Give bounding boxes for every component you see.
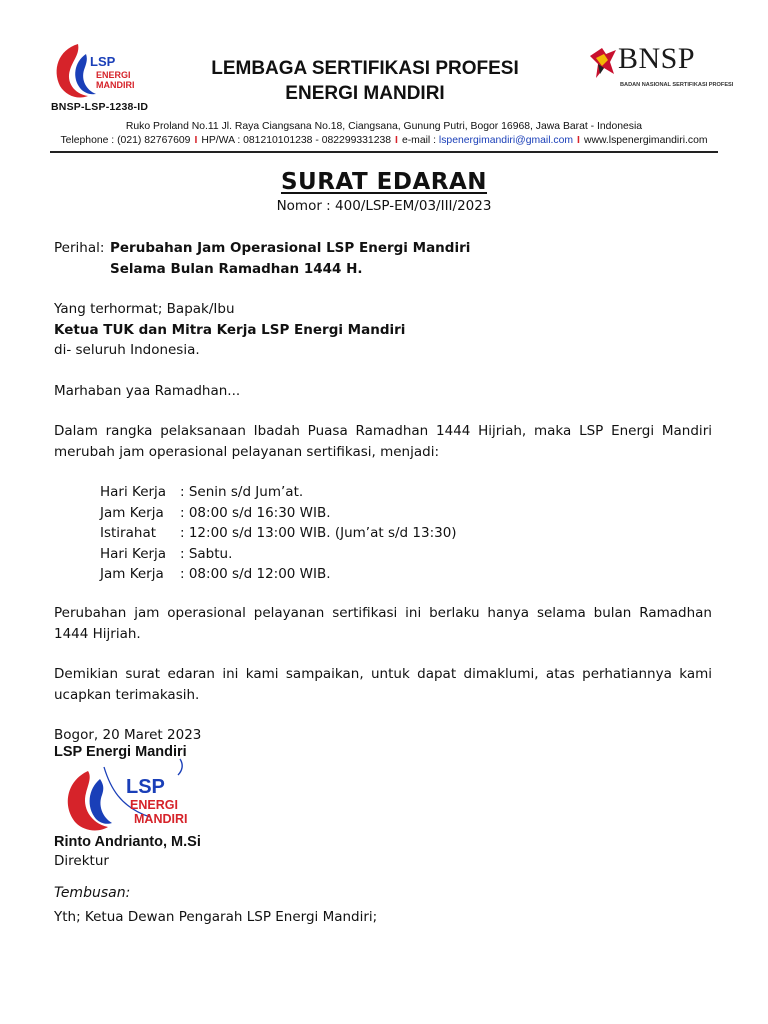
perihal-line1: Perubahan Jam Operasional LSP Energi Mandiri bbox=[110, 240, 471, 256]
letter-title: SURAT EDARAN bbox=[280, 169, 488, 195]
logo-code: BNSP-LSP-1238-ID bbox=[51, 101, 149, 113]
cc-item: Yth; Ketua Dewan Pengarah LSP Energi Mandiri; bbox=[54, 909, 378, 925]
schedule-value: : Senin s/d Jum’at. bbox=[180, 484, 304, 500]
org-title-line1: LEMBAGA SERTIFIKASI PROFESI bbox=[211, 58, 519, 79]
schedule-label: Jam Kerja bbox=[100, 504, 164, 521]
hp-wa: HP/WA : 081210101238 - 082299331238 bbox=[201, 135, 392, 146]
signer-title: Direktur bbox=[54, 853, 109, 869]
paragraph-validity: Perubahan jam operasional pelayanan sertifikasi ini berlaku hanya selama bulan Ramadhan 1444 Hijriah. bbox=[54, 605, 712, 642]
svg-text:MANDIRI: MANDIRI bbox=[134, 812, 188, 826]
cc-label: Tembusan: bbox=[54, 885, 131, 901]
place-date: Bogor, 20 Maret 2023 bbox=[54, 727, 202, 743]
signature-stamp-icon bbox=[60, 757, 230, 837]
schedule-value: : 12:00 s/d 13:00 WIB. (Jum’at s/d 13:30) bbox=[180, 525, 457, 541]
svg-text:ENERGI: ENERGI bbox=[130, 798, 178, 812]
paragraph-closing: Demikian surat edaran ini kami sampaikan, untuk dapat dimaklumi, atas perhatiannya kami ucapkan terimakasih. bbox=[54, 666, 712, 703]
separator: I bbox=[577, 135, 580, 146]
recipient: Ketua TUK dan Mitra Kerja LSP Energi Mandiri bbox=[54, 322, 406, 338]
org-title bbox=[170, 56, 560, 106]
bnsp-word: BNSP bbox=[618, 42, 696, 75]
bnsp-subtitle: BADAN NASIONAL SERTIFIKASI PROFESI bbox=[620, 82, 734, 88]
schedule-label: Hari Kerja bbox=[100, 484, 167, 500]
address-line: Ruko Proland No.11 Jl. Raya Ciangsana No.18, Ciangsana, Gunung Putri, Bogor 16968, Jawa Barat - Indonesia bbox=[125, 121, 643, 132]
company-stamp bbox=[60, 757, 230, 837]
lsp-logo bbox=[48, 40, 156, 118]
recipient-location: di- seluruh Indonesia. bbox=[54, 342, 200, 358]
schedule-row bbox=[100, 482, 457, 503]
lsp-flame-icon bbox=[48, 40, 156, 102]
schedule-row bbox=[100, 564, 457, 585]
schedule-label: Istirahat bbox=[100, 525, 157, 541]
email-label: e-mail : bbox=[401, 135, 437, 146]
header-divider bbox=[50, 151, 718, 153]
signing-organization: LSP Energi Mandiri bbox=[54, 744, 187, 760]
svg-text:LSP: LSP bbox=[90, 54, 116, 69]
schedule-list bbox=[100, 482, 457, 585]
schedule-row bbox=[100, 544, 457, 565]
schedule-row bbox=[100, 503, 457, 524]
schedule-row bbox=[100, 523, 457, 544]
org-title-line2: ENERGI MANDIRI bbox=[285, 83, 445, 104]
schedule-label: Hari Kerja bbox=[100, 545, 167, 562]
schedule-label: Jam Kerja bbox=[100, 566, 164, 582]
schedule-value: : 08:00 s/d 16:30 WIB. bbox=[180, 504, 331, 521]
svg-text:MANDIRI: MANDIRI bbox=[96, 80, 135, 90]
svg-text:ENERGI: ENERGI bbox=[96, 70, 131, 80]
contact-line bbox=[0, 135, 768, 146]
website[interactable]: www.lspenergimandiri.com bbox=[583, 135, 708, 146]
greeting: Marhaban yaa Ramadhan... bbox=[54, 383, 241, 399]
schedule-value: : Sabtu. bbox=[180, 545, 233, 562]
signer-name: Rinto Andrianto, M.Si bbox=[54, 834, 201, 850]
schedule-value: : 08:00 s/d 12:00 WIB. bbox=[180, 566, 331, 582]
perihal-line2: Selama Bulan Ramadhan 1444 H. bbox=[110, 261, 363, 277]
letter-number: Nomor : 400/LSP-EM/03/III/2023 bbox=[276, 198, 492, 214]
telephone: Telephone : (021) 82767609 bbox=[60, 135, 191, 146]
paragraph-intro: Dalam rangka pelaksanaan Ibadah Puasa Ramadhan 1444 Hijriah, maka LSP Energi Mandiri merubah jam operasional pelayanan sertifikasi, menjadi: bbox=[54, 423, 712, 460]
salutation: Yang terhormat; Bapak/Ibu bbox=[54, 301, 235, 317]
perihal-label: Perihal: bbox=[54, 240, 105, 256]
email-link[interactable]: lspenergimandiri@gmail.com bbox=[438, 135, 574, 146]
svg-text:LSP: LSP bbox=[126, 776, 165, 798]
separator: I bbox=[395, 135, 398, 146]
separator: I bbox=[194, 135, 198, 146]
bnsp-logo bbox=[588, 42, 734, 92]
bnsp-eagle-icon bbox=[588, 44, 618, 84]
